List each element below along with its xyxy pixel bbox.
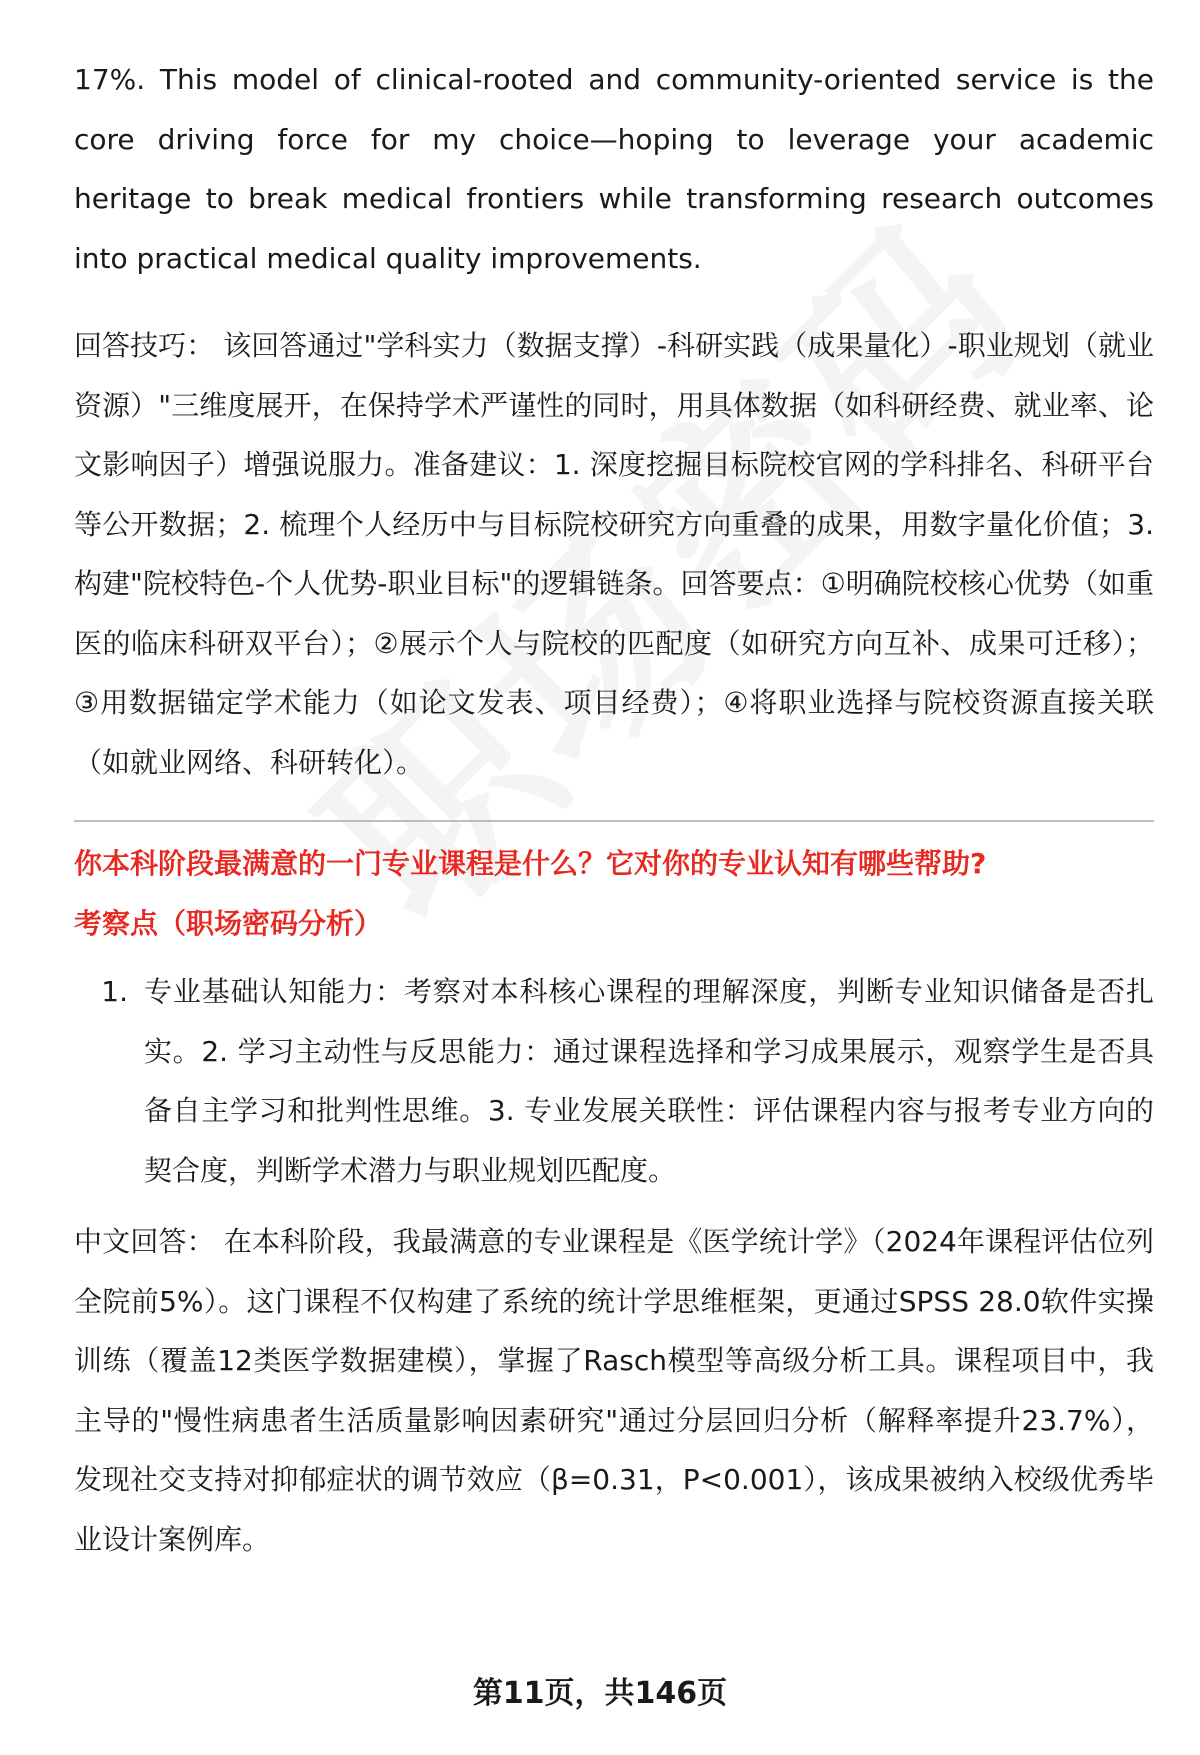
- chinese-answer-paragraph: 中文回答： 在本科阶段，我最满意的专业课程是《医学统计学》（2024年课程评估位列全院前5%）。这门课程不仅构建了系统的统计学思维框架，更通过SPSS 28.0软件实操训练（覆盖12类医学数据建模），掌握了Rasch模型等高级分析工具。课程项目中，我主导的"慢性病患者生活质量影响因素研究"通过分层回归分析（解释率提升23.7%），发现社交支持对抑郁症状的调节效应（β=0.31，P<0.001），该成果被纳入校级优秀毕业设计案例库。: [74, 1225, 1154, 1556]
- section-divider: [74, 820, 1154, 822]
- list-item-number: 1.: [101, 975, 128, 1008]
- page-footer: 第11页，共146页: [472, 1676, 728, 1711]
- page-content: [74, 50, 1154, 1569]
- assessment-heading: 考察点（职场密码分析）: [74, 907, 383, 940]
- question-heading: 你本科阶段最满意的一门专业课程是什么？它对你的专业认知有哪些帮助?: [74, 847, 987, 880]
- list-item-text: 专业基础认知能力：考察对本科核心课程的理解深度，判断专业知识储备是否扎实。2. 学习主动性与反思能力：通过课程选择和学习成果展示，观察学生是否具备自主学习和批判性思维。3. 专业发展关联性：评估课程内容与报考专业方向的契合度，判断学术潜力与职业规划匹配度。: [144, 975, 1154, 1187]
- answer-tips-paragraph: 回答技巧： 该回答通过"学科实力（数据支撑）-科研实践（成果量化）-职业规划（就业资源）"三维度展开，在保持学术严谨性的同时，用具体数据（如科研经费、就业率、论文影响因子）增强说服力。准备建议：1. 深度挖掘目标院校官网的学科排名、科研平台等公开数据；2. 梳理个人经历中与目标院校研究方向重叠的成果，用数字量化价值；3. 构建"院校特色-个人优势-职业目标"的逻辑链条。回答要点：①明确院校核心优势（如重医的临床科研双平台）；②展示个人与院校的匹配度（如研究方向互补、成果可迁移）；③用数据锚定学术能力（如论文发表、项目经费）；④将职业选择与院校资源直接关联（如就业网络、科研转化）。: [74, 329, 1154, 779]
- intro-english-paragraph: 17%. This model of clinical-rooted and community-oriented service is the core driving force for my choice—hoping to leverage your academic heritage to break medical frontiers while transforming research outcomes into practical medical quality improvements.: [74, 63, 1154, 275]
- assessment-list-item: [74, 962, 1154, 1200]
